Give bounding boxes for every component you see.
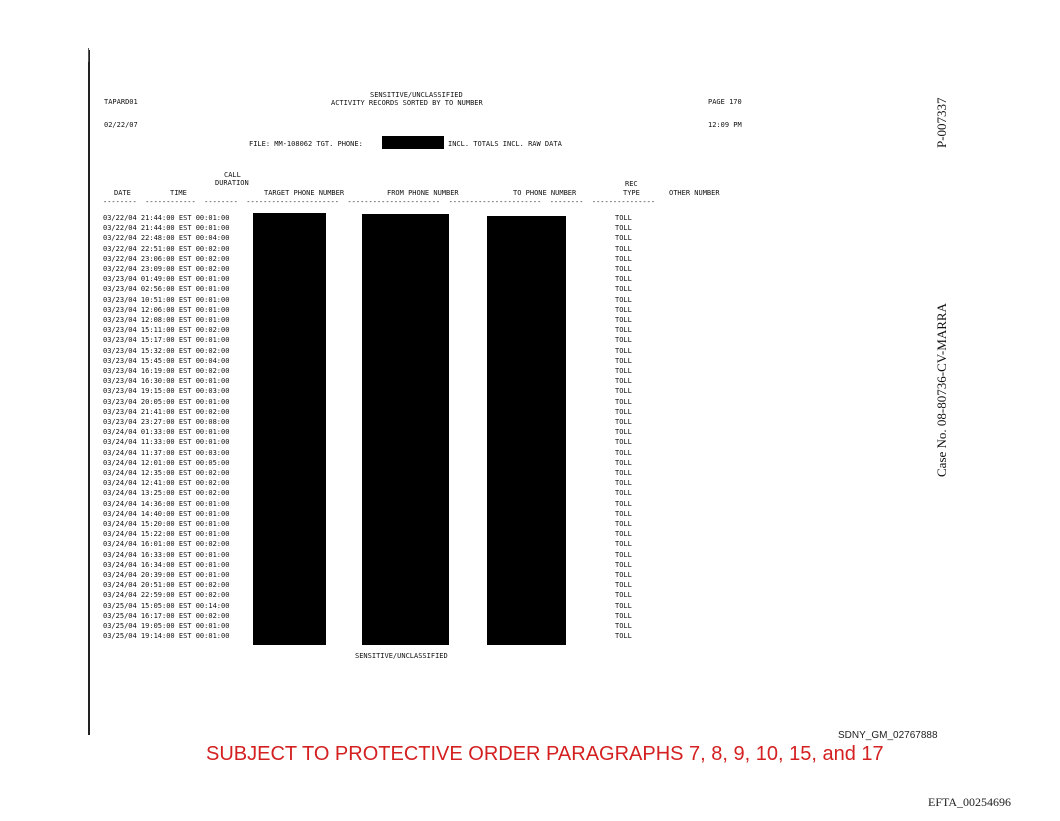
rec-type-cell: TOLL	[615, 428, 632, 437]
file-line-suffix: INCL. TOTALS INCL. RAW DATA	[448, 140, 562, 148]
page-edge-tick	[88, 48, 89, 62]
col-call: CALL	[224, 171, 241, 179]
rec-type-cell: TOLL	[615, 275, 632, 284]
rec-type-cell: TOLL	[615, 632, 632, 641]
table-row: 03/22/04 22:51:00 EST 00:02:00	[103, 244, 230, 253]
table-row: 03/24/04 12:35:00 EST 00:02:00	[103, 469, 230, 477]
rec-type-cell: TOLL	[615, 601, 632, 610]
col-type: TYPE	[623, 189, 640, 197]
rec-type-cell: TOLL	[615, 234, 632, 243]
rec-type-cell: TOLL	[615, 214, 632, 222]
redaction-target-column	[253, 213, 326, 645]
report-date: 02/22/07	[104, 121, 138, 129]
table-row: 03/24/04 16:34:00 EST 00:01:00	[103, 560, 230, 569]
classification-top: SENSITIVE/UNCLASSIFIED	[370, 91, 463, 99]
protective-order-notice: SUBJECT TO PROTECTIVE ORDER PARAGRAPHS 7, 8, 9, 10, 15, and 17	[206, 743, 884, 765]
table-row: 03/23/04 02:56:00 EST 00:01:00	[103, 285, 230, 294]
rec-type-cell: TOLL	[615, 581, 632, 590]
table-row: 03/24/04 15:22:00 EST 00:01:00	[103, 530, 230, 539]
rec-type-cell: TOLL	[615, 622, 632, 630]
rec-type-cell: TOLL	[615, 397, 632, 406]
rec-type-cell: TOLL	[615, 499, 632, 508]
col-target: TARGET PHONE NUMBER	[264, 189, 345, 197]
table-row: 03/24/04 12:01:00 EST 00:05:00	[103, 458, 230, 467]
rec-type-cell: TOLL	[615, 285, 632, 294]
rec-type-cell: TOLL	[615, 336, 632, 345]
rec-type-cell: TOLL	[615, 295, 632, 304]
page-number: PAGE 170	[708, 98, 742, 106]
rec-type-cell: TOLL	[615, 509, 632, 518]
program-id: TAPARD01	[104, 98, 138, 106]
rec-type-cell: TOLL	[615, 356, 632, 365]
col-time: TIME	[170, 189, 187, 197]
rec-type-cell: TOLL	[615, 560, 632, 569]
col-rec: REC	[625, 180, 638, 188]
col-duration: DURATION	[215, 179, 249, 187]
table-row: 03/24/04 14:40:00 EST 00:01:00	[103, 509, 230, 518]
table-row: 03/23/04 12:06:00 EST 00:01:00	[103, 305, 230, 314]
rec-type-cell: TOLL	[615, 265, 632, 273]
table-row: 03/23/04 12:08:00 EST 00:01:00	[103, 316, 230, 324]
header-dashes: -------- ------------ -------- ---------------------- ---------------------- ---------------------- -------- ---------------	[103, 198, 656, 206]
table-row: 03/25/04 16:17:00 EST 00:02:00	[103, 611, 230, 620]
table-row: 03/24/04 16:33:00 EST 00:01:00	[103, 550, 230, 559]
table-row: 03/23/04 15:45:00 EST 00:04:00	[103, 356, 230, 365]
table-row: 03/23/04 15:32:00 EST 00:02:00	[103, 346, 230, 355]
table-row: 03/23/04 01:49:00 EST 00:01:00	[103, 275, 230, 284]
rec-type-cell: TOLL	[615, 244, 632, 253]
file-line-prefix: FILE: MM-108062 TGT. PHONE:	[249, 140, 363, 148]
rec-type-cell: TOLL	[615, 520, 632, 528]
table-row: 03/24/04 20:39:00 EST 00:01:00	[103, 571, 230, 579]
table-row: 03/23/04 23:27:00 EST 00:08:00	[103, 418, 230, 426]
rec-type-cell: TOLL	[615, 316, 632, 324]
report-title: ACTIVITY RECORDS SORTED BY TO NUMBER	[331, 99, 483, 107]
table-row: 03/25/04 15:05:00 EST 00:14:00	[103, 601, 230, 610]
table-row: 03/24/04 22:59:00 EST 00:02:00	[103, 591, 230, 600]
table-row: 03/23/04 20:05:00 EST 00:01:00	[103, 397, 230, 406]
redaction-from-column	[362, 214, 449, 645]
table-row: 03/24/04 11:37:00 EST 00:03:00	[103, 448, 230, 457]
rec-type-cell: TOLL	[615, 254, 632, 263]
rec-type-cell: TOLL	[615, 346, 632, 355]
rec-type-cell: TOLL	[615, 418, 632, 426]
table-row: 03/23/04 16:19:00 EST 00:02:00	[103, 367, 230, 375]
table-row: 03/24/04 12:41:00 EST 00:02:00	[103, 479, 230, 488]
case-number-vertical: Case No. 08-80736-CV-MARRA	[934, 303, 949, 477]
classification-bottom: SENSITIVE/UNCLASSIFIED	[355, 652, 448, 660]
table-row: 03/24/04 13:25:00 EST 00:02:00	[103, 489, 230, 498]
col-from: FROM PHONE NUMBER	[387, 189, 459, 197]
rec-type-cell: TOLL	[615, 530, 632, 539]
rec-type-cell: TOLL	[615, 377, 632, 386]
table-row: 03/25/04 19:05:00 EST 00:01:00	[103, 622, 230, 630]
rec-type-cell: TOLL	[615, 469, 632, 477]
table-row: 03/23/04 10:51:00 EST 00:01:00	[103, 295, 230, 304]
redaction-to-column	[487, 216, 566, 645]
table-row: 03/24/04 16:01:00 EST 00:02:00	[103, 540, 230, 549]
rec-type-cell: TOLL	[615, 489, 632, 498]
col-to: TO PHONE NUMBER	[513, 189, 577, 197]
rec-type-cell: TOLL	[615, 367, 632, 375]
table-row: 03/23/04 19:15:00 EST 00:03:00	[103, 387, 230, 396]
page-edge-line	[88, 50, 90, 735]
rec-type-cell: TOLL	[615, 407, 632, 416]
table-row: 03/24/04 14:36:00 EST 00:01:00	[103, 499, 230, 508]
rec-type-cell: TOLL	[615, 305, 632, 314]
table-row: 03/24/04 15:20:00 EST 00:01:00	[103, 520, 230, 528]
efta-number: EFTA_00254696	[928, 795, 1012, 809]
table-row: 03/22/04 21:44:00 EST 00:01:00	[103, 214, 230, 222]
table-row: 03/25/04 19:14:00 EST 00:01:00	[103, 632, 230, 641]
table-row: 03/24/04 20:51:00 EST 00:02:00	[103, 581, 230, 590]
rec-type-cell: TOLL	[615, 611, 632, 620]
rec-type-cell: TOLL	[615, 591, 632, 600]
table-row: 03/22/04 23:09:00 EST 00:02:00	[103, 265, 230, 273]
table-row: 03/23/04 21:41:00 EST 00:02:00	[103, 407, 230, 416]
rec-type-cell: TOLL	[615, 571, 632, 579]
bates-number-vertical: P-007337	[934, 97, 949, 148]
rec-type-cell: TOLL	[615, 540, 632, 549]
table-row: 03/23/04 15:17:00 EST 00:01:00	[103, 336, 230, 345]
rec-type-cell: TOLL	[615, 479, 632, 488]
rec-type-cell: TOLL	[615, 326, 632, 335]
rec-type-cell: TOLL	[615, 550, 632, 559]
table-row: 03/23/04 16:30:00 EST 00:01:00	[103, 377, 230, 386]
table-row: 03/22/04 22:48:00 EST 00:04:00	[103, 234, 230, 243]
redaction-target-phone	[382, 136, 444, 149]
rec-type-cell: TOLL	[615, 438, 632, 447]
rec-type-cell: TOLL	[615, 387, 632, 396]
col-other: OTHER NUMBER	[669, 189, 720, 197]
sdny-bates: SDNY_GM_02767888	[838, 730, 938, 741]
rec-type-cell: TOLL	[615, 458, 632, 467]
rec-type-cell: TOLL	[615, 224, 632, 233]
table-row: 03/22/04 23:06:00 EST 00:02:00	[103, 254, 230, 263]
col-date: DATE	[114, 189, 131, 197]
rec-type-cell: TOLL	[615, 448, 632, 457]
report-time: 12:09 PM	[708, 121, 742, 129]
table-row: 03/24/04 01:33:00 EST 00:01:00	[103, 428, 230, 437]
table-row: 03/22/04 21:44:00 EST 00:01:00	[103, 224, 230, 233]
table-row: 03/23/04 15:11:00 EST 00:02:00	[103, 326, 230, 335]
table-row: 03/24/04 11:33:00 EST 00:01:00	[103, 438, 230, 447]
